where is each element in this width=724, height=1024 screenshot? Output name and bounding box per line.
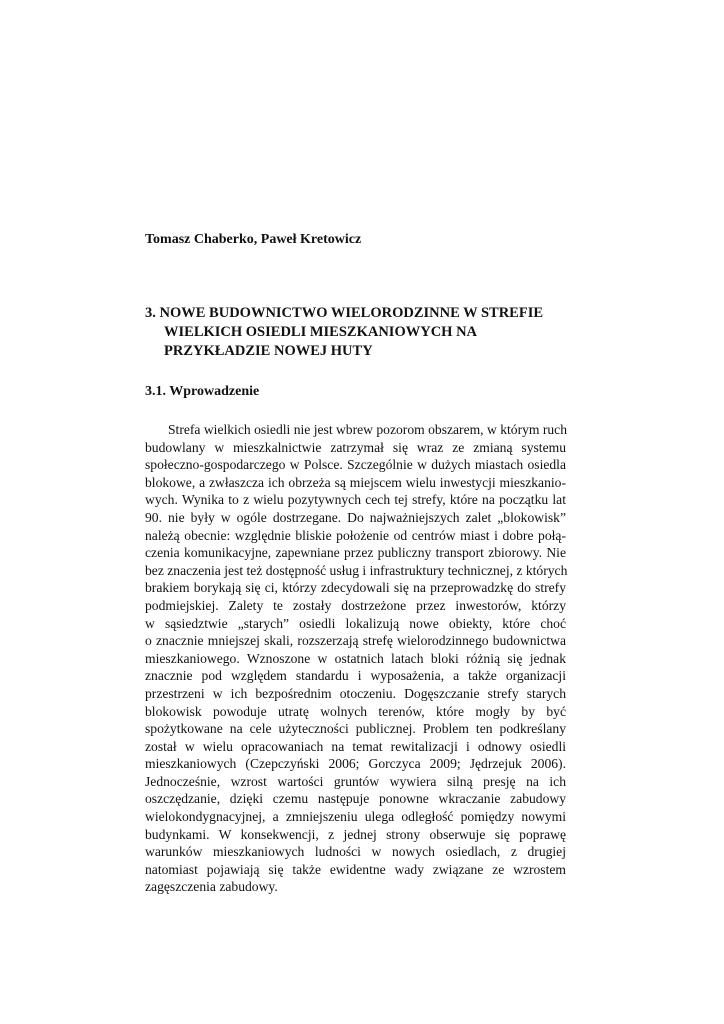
paragraph-line: w sąsiedztwie „starych” osiedli lokalizują nowe obiekty, które choć: [145, 615, 566, 631]
paragraph-line: oszczędzanie, dzięki czemu następuje ponowne wkraczanie zabudowy: [145, 791, 566, 807]
paragraph-line: blokowe, a zwłaszcza ich obrzeża są miejscem wielu inwestycji mieszkanio-: [145, 474, 566, 490]
paragraph-line: podmiejskiej. Zalety te zostały dostrzeżone przez inwestorów, którzy: [145, 597, 566, 613]
body-paragraph: [145, 421, 566, 896]
paragraph-line: przestrzeni w ich bezpośrednim otoczeniu. Dogęszczanie strefy starych: [145, 685, 566, 701]
paragraph-line: budowlany w mieszkalnictwie zatrzymał się wraz ze zmianą systemu: [145, 439, 566, 455]
paragraph-line: blokowisk powoduje utratę wolnych terenów, które mogły by być: [145, 703, 566, 719]
paragraph-line: znacznie pod względem standardu i wyposażenia, a także organizacji: [145, 668, 566, 684]
chapter-title: [145, 304, 585, 361]
paragraph-line: należą obecnie: względnie bliskie położenie od centrów miast i dobre połą-: [145, 527, 566, 543]
paragraph-line: mieszkaniowego. Wznoszone w ostatnich latach bloki różnią się jednak: [145, 650, 566, 666]
paragraph-line: społeczno-gospodarczego w Polsce. Szczególnie w dużych miastach osiedla: [145, 457, 566, 473]
chapter-title-line: 3. NOWE BUDOWNICTWO WIELORODZINNE W STREFIE: [145, 305, 544, 321]
paragraph-line: Strefa wielkich osiedli nie jest wbrew pozorom obszarem, w którym ruch: [168, 422, 568, 437]
chapter-title-line: WIELKICH OSIEDLI MIESZKANIOWYCH NA: [164, 324, 478, 340]
paragraph-line: Jednocześnie, wzrost wartości gruntów wywiera silną presję na ich: [145, 773, 566, 789]
paragraph-line: wielokondygnacyjnej, a zmniejszeniu ulega odległość pomiędzy nowymi: [145, 809, 566, 825]
paragraph-line: bez znaczenia jest też dostępność usług i infrastruktury technicznej, z których: [145, 562, 568, 578]
paragraph-line: został w wielu opracowaniach na temat rewitalizacji i odnowy osiedli: [145, 738, 566, 754]
paragraph-line: spożytkowane na cele użyteczności publicznej. Problem ten podkreślany: [145, 721, 566, 737]
paragraph-line: budynkami. W konsekwencji, z jednej strony obserwuje się poprawę: [145, 826, 566, 842]
paragraph-line: czenia komunikacyjne, zapewniane przez publiczny transport zbiorowy. Nie: [145, 545, 566, 561]
paragraph-line: mieszkaniowych (Czepczyński 2006; Gorczyca 2009; Jędrzejuk 2006).: [145, 756, 566, 772]
paragraph-line: 90. nie były w ogóle dostrzegane. Do najważniejszych zalet „blokowisk”: [145, 509, 566, 525]
paragraph-line: o znacznie mniejszej skali, rozszerzają strefę wielorodzinnego budownictwa: [145, 633, 566, 649]
paragraph-line: wych. Wynika to z wielu pozytywnych cech tej strefy, które na początku lat: [145, 492, 566, 508]
section-heading: 3.1. Wprowadzenie: [145, 384, 260, 399]
paragraph-line: natomiast pojawiają się także ewidentne wady związane ze wzrostem: [145, 861, 566, 877]
paragraph-line: warunków mieszkaniowych ludności w nowych osiedlach, z drugiej: [145, 844, 566, 860]
paragraph-line: zagęszczenia zabudowy.: [145, 879, 278, 895]
authors-line: Tomasz Chaberko, Paweł Kretowicz: [145, 232, 362, 247]
paragraph-line: brakiem borykają się ci, którzy zdecydowali się na przeprowadzkę do strefy: [145, 580, 566, 596]
chapter-title-line: PRZYKŁADZIE NOWEJ HUTY: [164, 343, 373, 359]
